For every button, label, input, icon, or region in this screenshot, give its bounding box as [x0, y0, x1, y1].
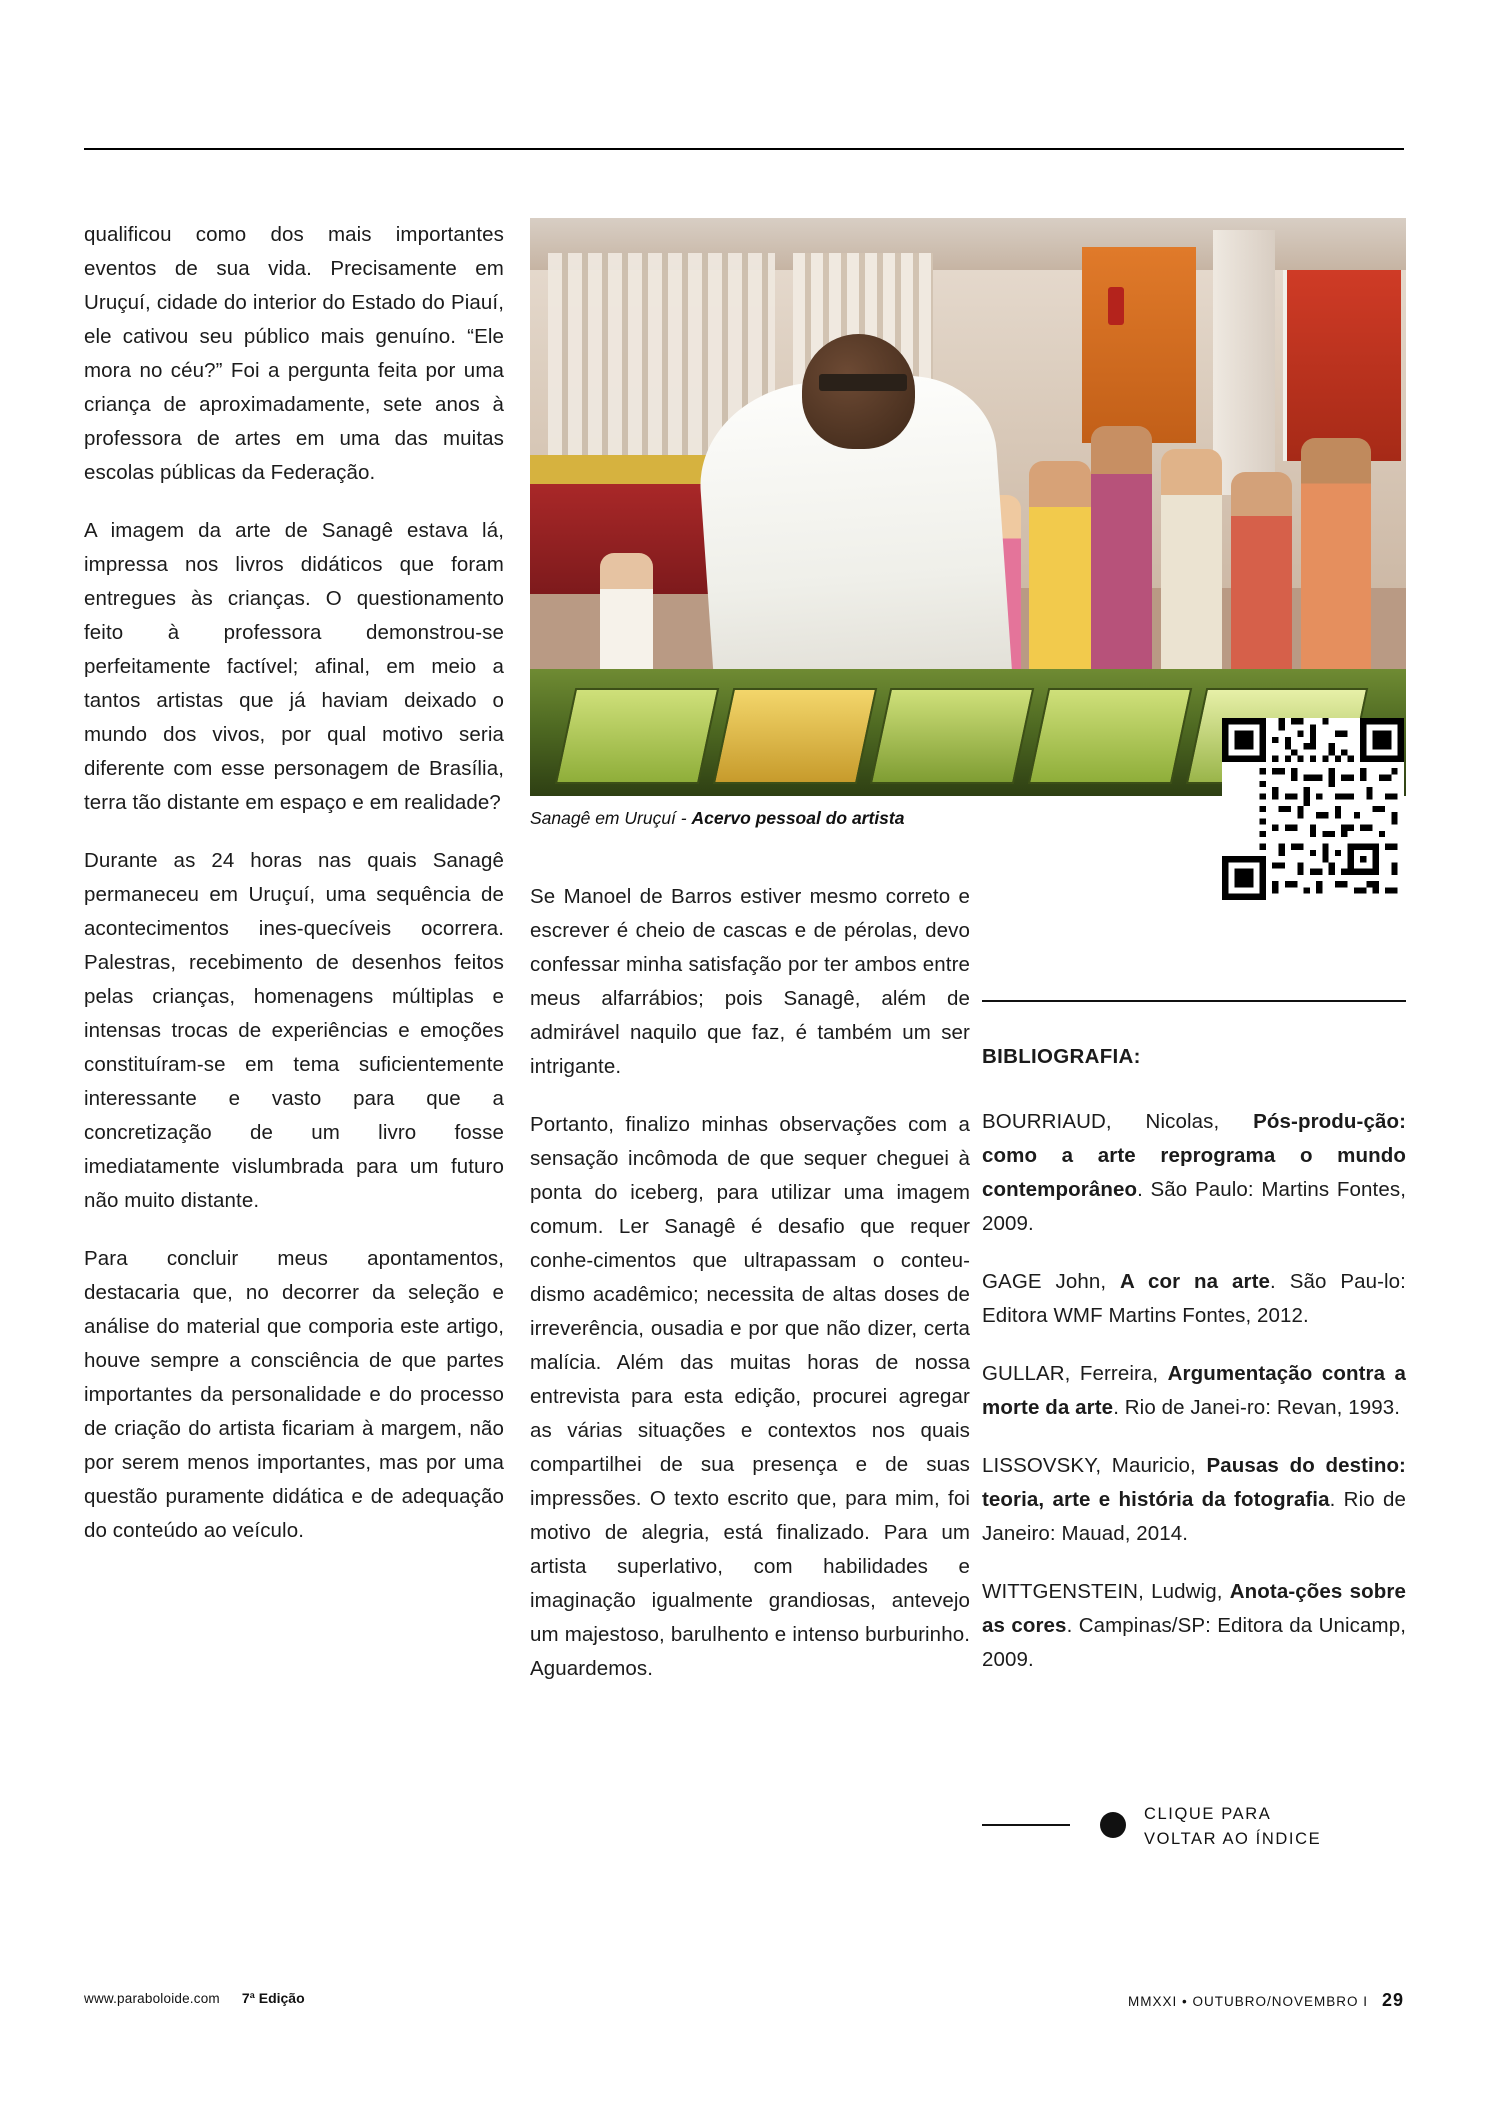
footer-page-number: 29 [1381, 1990, 1404, 2010]
bibliography-entry [982, 1575, 1406, 1677]
bib-author: WITTGENSTEIN, Ludwig, [982, 1580, 1230, 1603]
bib-rest: . São Paulo: Martins Fontes, 2009. [982, 1178, 1406, 1235]
index-link-line1: CLIQUE PARA [1144, 1805, 1272, 1823]
middle-text-column [530, 880, 970, 1686]
paragraph: qualificou como dos mais importantes eventos de sua vida. Precisamente em Uruçuí, cidade do interior do Estado do Piauí, ele cativou seu público mais genuíno. “Ele mora no céu?” Foi a pergunta feita por uma criança de aproximadamente, sete anos à professora de artes em uma das muitas escolas públicas da Federação. [84, 223, 504, 484]
bibliography-entry [982, 1449, 1406, 1551]
bib-work: Pausas do destino: teoria, arte e história da fotografia [982, 1454, 1406, 1511]
article-photo [530, 218, 1406, 796]
footer-issue: MMXXI • OUTUBRO/NOVEMBRO I [1127, 1994, 1368, 2009]
bib-work: Anota-ções sobre as cores [982, 1580, 1407, 1637]
bib-author: LISSOVSKY, Mauricio, [982, 1454, 1207, 1477]
bib-author: GULLAR, Ferreira, [982, 1362, 1168, 1385]
index-dash-icon [982, 1824, 1070, 1826]
bib-rest: . Campinas/SP: Editora da Unicamp, 2009. [982, 1614, 1406, 1671]
paragraph: Se Manoel de Barros estiver mesmo correto e escrever é cheio de cascas e de pérolas, devo confessar minha satisfação por ter ambos entre meus alfarrábios; pois Sanagê, além de admirável naquilo que faz, é também um ser intrigante. [530, 885, 970, 1078]
paragraph: Para concluir meus apontamentos, destacaria que, no decorrer da seleção e análise do material que comporia este artigo, houve sempre a consciência de que partes importantes da personalidade e do processo de criação do artista ficariam à margem, não por serem menos importantes, mas por uma questão puramente didática e de adequação do conteúdo ao veículo. [84, 1247, 504, 1542]
bib-author: BOURRIAUD, Nicolas, [982, 1110, 1254, 1133]
top-rule [84, 148, 1404, 150]
caption-text: Sanagê em Uruçuí - [530, 808, 692, 828]
caption-credit: Acervo pessoal do artista [691, 808, 905, 828]
page-footer [84, 1990, 1404, 2020]
footer-website[interactable]: www.paraboloide.com [84, 1991, 220, 2006]
bullet-icon [1100, 1812, 1126, 1838]
bibliography-entry [982, 1105, 1406, 1241]
bib-rest: . Rio de Janei-ro: Revan, 1993. [1113, 1396, 1401, 1419]
qr-code[interactable] [1222, 718, 1404, 900]
index-link-text [1144, 1802, 1321, 1852]
bibliography-list [982, 1105, 1406, 1677]
bibliography-rule [982, 1000, 1406, 1002]
bib-rest: . Rio de Janeiro: Mauad, 2014. [982, 1488, 1406, 1545]
bibliography-title: BIBLIOGRAFIA: [982, 1045, 1141, 1068]
bib-rest: . São Pau-lo: Editora WMF Martins Fontes, 2012. [982, 1270, 1406, 1327]
bib-work: A cor na arte [1120, 1270, 1271, 1293]
index-link-line2: VOLTAR AO ÍNDICE [1144, 1830, 1322, 1848]
photo-canvas [530, 218, 1406, 796]
back-to-index-link[interactable] [982, 1798, 1406, 1858]
paragraph: A imagem da arte de Sanagê estava lá, impressa nos livros didáticos que foram entregues às crianças. O questionamento feito à professora demonstrou-se perfeitamente factível; afinal, em meio a tantos artistas que já haviam deixado o mundo dos vivos, por qual motivo seria diferente com esse personagem de Brasília, terra tão distante em espaço e em realidade? [84, 519, 504, 814]
footer-left [84, 1990, 305, 2006]
paragraph: Portanto, finalizo minhas observações com a sensação incômoda de que sequer cheguei à ponta do iceberg, para utilizar uma imagem comum. Ler Sanagê é desafio que requer conhe-cimentos que ultrapassam o conteu-dismo acadêmico; necessita de altas doses de irreverência, ousadia e por que não dizer, certa malícia. Além das muitas horas de nossa entrevista para esta edição, procurei agregar as várias situações e contextos nos quais compartilhei de sua presença e de suas impressões. O texto escrito que, para mim, foi motivo de alegria, está finalizado. Para um artista superlativo, com habilidades e imaginação igualmente grandiosas, antevejo um majestoso, barulhento e intenso burburinho. Aguardemos. [530, 1113, 970, 1680]
bibliography-entry [982, 1357, 1406, 1425]
footer-edition: 7ª Edição [241, 1990, 305, 2006]
bib-author: GAGE John, [982, 1270, 1120, 1293]
paragraph: Durante as 24 horas nas quais Sanagê permaneceu em Uruçuí, uma sequência de acontecimentos ines-quecíveis ocorrera. Palestras, recebimento de desenhos feitos pelas crianças, homenagens múltiplas e intensas trocas de experiências e emoções constituíram-se em tema suficientemente interessante e vasto para que a concretização de um livro fosse imediatamente vislumbrada para um futuro não muito distante. [84, 849, 504, 1212]
left-text-column [84, 218, 504, 1548]
bib-work: Argumentação contra a morte da arte [982, 1362, 1407, 1419]
bibliography-entry [982, 1265, 1406, 1333]
footer-right [1128, 1990, 1404, 2011]
qr-code-image [1222, 718, 1404, 900]
bib-work: Pós-produ-ção: como a arte reprograma o mundo contemporâneo [982, 1110, 1406, 1201]
